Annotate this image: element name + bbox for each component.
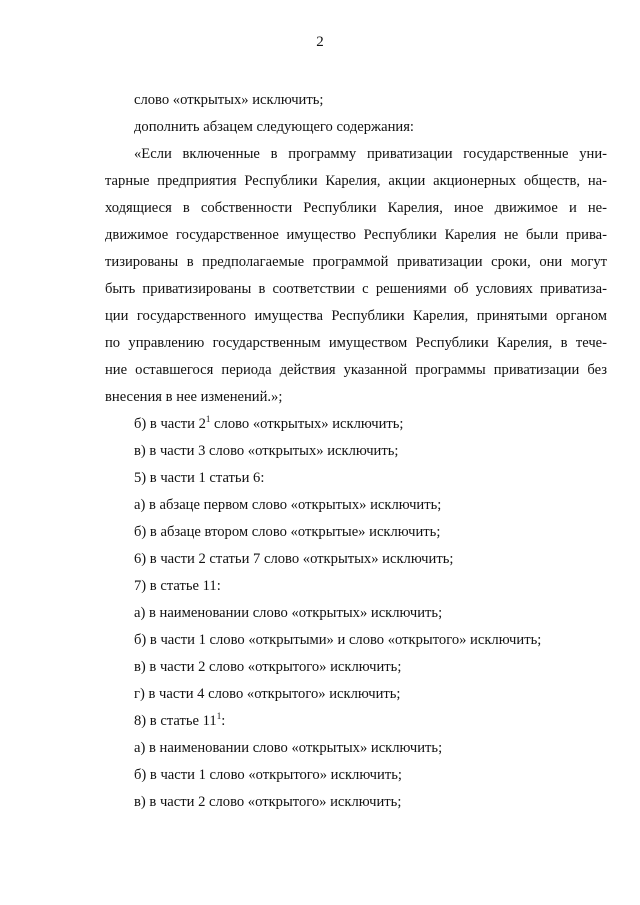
quote-line: по управлению государственным имуществом Республики Карелия, в тече-	[105, 335, 607, 351]
list-item: 6) в части 2 статьи 7 слово «открытых» исключить;	[134, 551, 454, 567]
list-item: г) в части 4 слово «открытого» исключить;	[134, 686, 401, 702]
list-item: в) в части 2 слово «открытого» исключить;	[134, 659, 402, 675]
quote-line: тизированы в предполагаемые программой приватизации сроки, они могут	[105, 254, 607, 270]
list-item: б) в части 1 слово «открытыми» и слово «открытого» исключить;	[134, 632, 542, 648]
quote-line: быть приватизированы в соответствии с решениями об условиях приватиза-	[105, 281, 607, 297]
list-item-text: б) в части 2	[134, 416, 206, 432]
list-item-text: слово «открытых» исключить;	[210, 416, 404, 432]
list-item: 7) в статье 11:	[134, 578, 221, 594]
list-item: б) в абзаце втором слово «открытые» исключить;	[134, 524, 441, 540]
page-number: 2	[316, 34, 324, 50]
text-line: слово «открытых» исключить;	[134, 92, 324, 108]
quote-line: движимое государственное имущество Республики Карелия не были прива-	[105, 227, 607, 243]
list-item: а) в наименовании слово «открытых» исключить;	[134, 605, 443, 621]
list-item: а) в абзаце первом слово «открытых» исключить;	[134, 497, 442, 513]
list-item: 5) в части 1 статьи 6:	[134, 470, 265, 486]
list-item-text: 8) в статье 11	[134, 713, 217, 729]
quote-line: внесения в нее изменений.»;	[105, 389, 283, 405]
list-item: а) в наименовании слово «открытых» исключить;	[134, 740, 443, 756]
text-line: дополнить абзацем следующего содержания:	[134, 119, 414, 135]
quote-line: тарные предприятия Республики Карелия, акции акционерных обществ, на-	[105, 173, 607, 189]
list-item	[134, 415, 404, 433]
quote-line: ние оставшегося периода действия указанной программы приватизации без	[105, 362, 607, 378]
list-item: б) в части 1 слово «открытого» исключить;	[134, 767, 402, 783]
list-item: в) в части 3 слово «открытых» исключить;	[134, 443, 399, 459]
quote-line: ходящиеся в собственности Республики Карелия, иное движимое и не-	[105, 200, 607, 216]
list-item: в) в части 2 слово «открытого» исключить;	[134, 794, 402, 810]
superscript: 1	[205, 414, 211, 424]
quote-line: «Если включенные в программу приватизации государственные уни-	[134, 146, 607, 162]
quote-line: ции государственного имущества Республики Карелия, принятыми органом	[105, 308, 607, 324]
superscript: 1	[216, 711, 222, 721]
list-item	[134, 712, 225, 730]
list-item-text: :	[221, 713, 226, 729]
